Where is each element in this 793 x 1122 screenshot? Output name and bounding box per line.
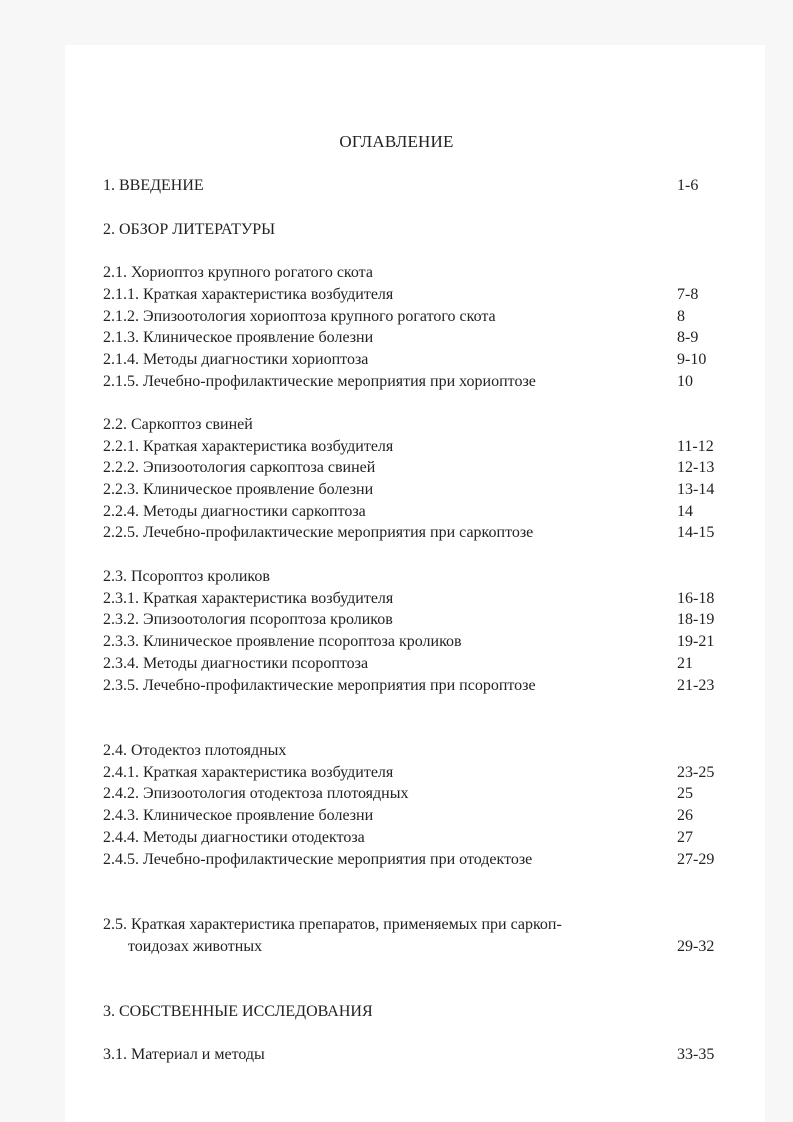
- toc-entry-label: 3. СОБСТВЕННЫЕ ИССЛЕДОВАНИЯ: [103, 1003, 373, 1020]
- toc-entry-label: 2.2. Саркоптоз свиней: [103, 416, 253, 433]
- toc-entry-page: 8: [677, 308, 685, 325]
- toc-entry-label: 2.3.3. Клиническое проявление псороптоза кроликов: [103, 633, 462, 650]
- toc-entry-label: 2.2.1. Краткая характеристика возбудителя: [103, 438, 394, 455]
- toc-entry-page: 11-12: [677, 438, 714, 455]
- toc-entry-label: 2.4.3. Клиническое проявление болезни: [103, 807, 374, 824]
- toc-entry-label: 2.3. Псороптоз кроликов: [103, 568, 270, 585]
- toc-entry-label: 2.2.3. Клиническое проявление болезни: [103, 481, 374, 498]
- toc-entry-page: 25: [677, 785, 693, 802]
- toc-entry-page: 33-35: [677, 1046, 715, 1063]
- toc-entry-label: 2.4.5. Лечебно-профилактические мероприятия при отодектозе: [103, 851, 533, 868]
- toc-entry-label: 2.1. Хориоптоз крупного рогатого скота: [103, 264, 373, 281]
- toc-entry-label: 2.1.2. Эпизоотология хориоптоза крупного рогатого скота: [103, 308, 496, 325]
- toc-entry-page: 1-6: [677, 177, 699, 194]
- toc-entry-label: 2.2.4. Методы диагностики саркоптоза: [103, 503, 366, 520]
- toc-entry-label: 1. ВВЕДЕНИЕ: [103, 177, 204, 194]
- toc-entry-page: 27-29: [677, 851, 715, 868]
- toc-entry-page: 8-9: [677, 329, 699, 346]
- toc-entry-page: 14-15: [677, 524, 715, 541]
- toc-entry-page: 12-13: [677, 459, 715, 476]
- toc-entry-page: 13-14: [677, 481, 715, 498]
- toc-entry-page: 16-18: [677, 590, 715, 607]
- toc-entry-label: тоидозах животных: [128, 938, 263, 955]
- toc-entry-label: 2.5. Краткая характеристика препаратов, применяемых при саркоп-: [103, 916, 562, 933]
- toc-entry-page: 10: [677, 373, 693, 390]
- toc-entry-label: 2.2.2. Эпизоотология саркоптоза свиней: [103, 459, 376, 476]
- toc-entry-label: 2.4. Отодектоз плотоядных: [103, 742, 287, 759]
- toc-entry-label: 2.4.2. Эпизоотология отодектоза плотоядных: [103, 785, 409, 802]
- toc-entry-page: 19-21: [677, 633, 715, 650]
- toc-title: ОГЛАВЛЕНИЕ: [339, 132, 454, 151]
- toc-entry-page: 21-23: [677, 677, 715, 694]
- toc-entry-label: 2.4.4. Методы диагностики отодектоза: [103, 829, 365, 846]
- toc-entry-page: 27: [677, 829, 693, 846]
- toc-entry-label: 2.1.3. Клиническое проявление болезни: [103, 329, 374, 346]
- toc-entry-page: 23-25: [677, 764, 715, 781]
- toc-entry-label: 2.2.5. Лечебно-профилактические мероприятия при саркоптозе: [103, 524, 534, 541]
- toc-entry-label: 2.3.5. Лечебно-профилактические мероприятия при псороптозе: [103, 677, 536, 694]
- toc-entry-label: 2.4.1. Краткая характеристика возбудителя: [103, 764, 394, 781]
- toc-entry-page: 18-19: [677, 611, 715, 628]
- toc-entry-label: 3.1. Материал и методы: [103, 1046, 265, 1063]
- toc-entry-label: 2.3.4. Методы диагностики псороптоза: [103, 655, 369, 672]
- toc-entry-page: 7-8: [677, 286, 699, 303]
- toc-entry-page: 26: [677, 807, 693, 824]
- toc-entry-page: 9-10: [677, 351, 707, 368]
- toc-entry-label: 2.1.4. Методы диагностики хориоптоза: [103, 351, 369, 368]
- toc-entry-label: 2.3.1. Краткая характеристика возбудителя: [103, 590, 394, 607]
- toc-entry-page: 21: [677, 655, 693, 672]
- toc-entry-page: 14: [677, 503, 693, 520]
- toc-entry-label: 2.3.2. Эпизоотология псороптоза кроликов: [103, 611, 393, 628]
- toc-entry-label: 2. ОБЗОР ЛИТЕРАТУРЫ: [103, 221, 276, 238]
- toc-entry-label: 2.1.1. Краткая характеристика возбудителя: [103, 286, 394, 303]
- toc-entry-label: 2.1.5. Лечебно-профилактические мероприятия при хориоптозе: [103, 373, 536, 390]
- toc-entry-page: 29-32: [677, 938, 715, 955]
